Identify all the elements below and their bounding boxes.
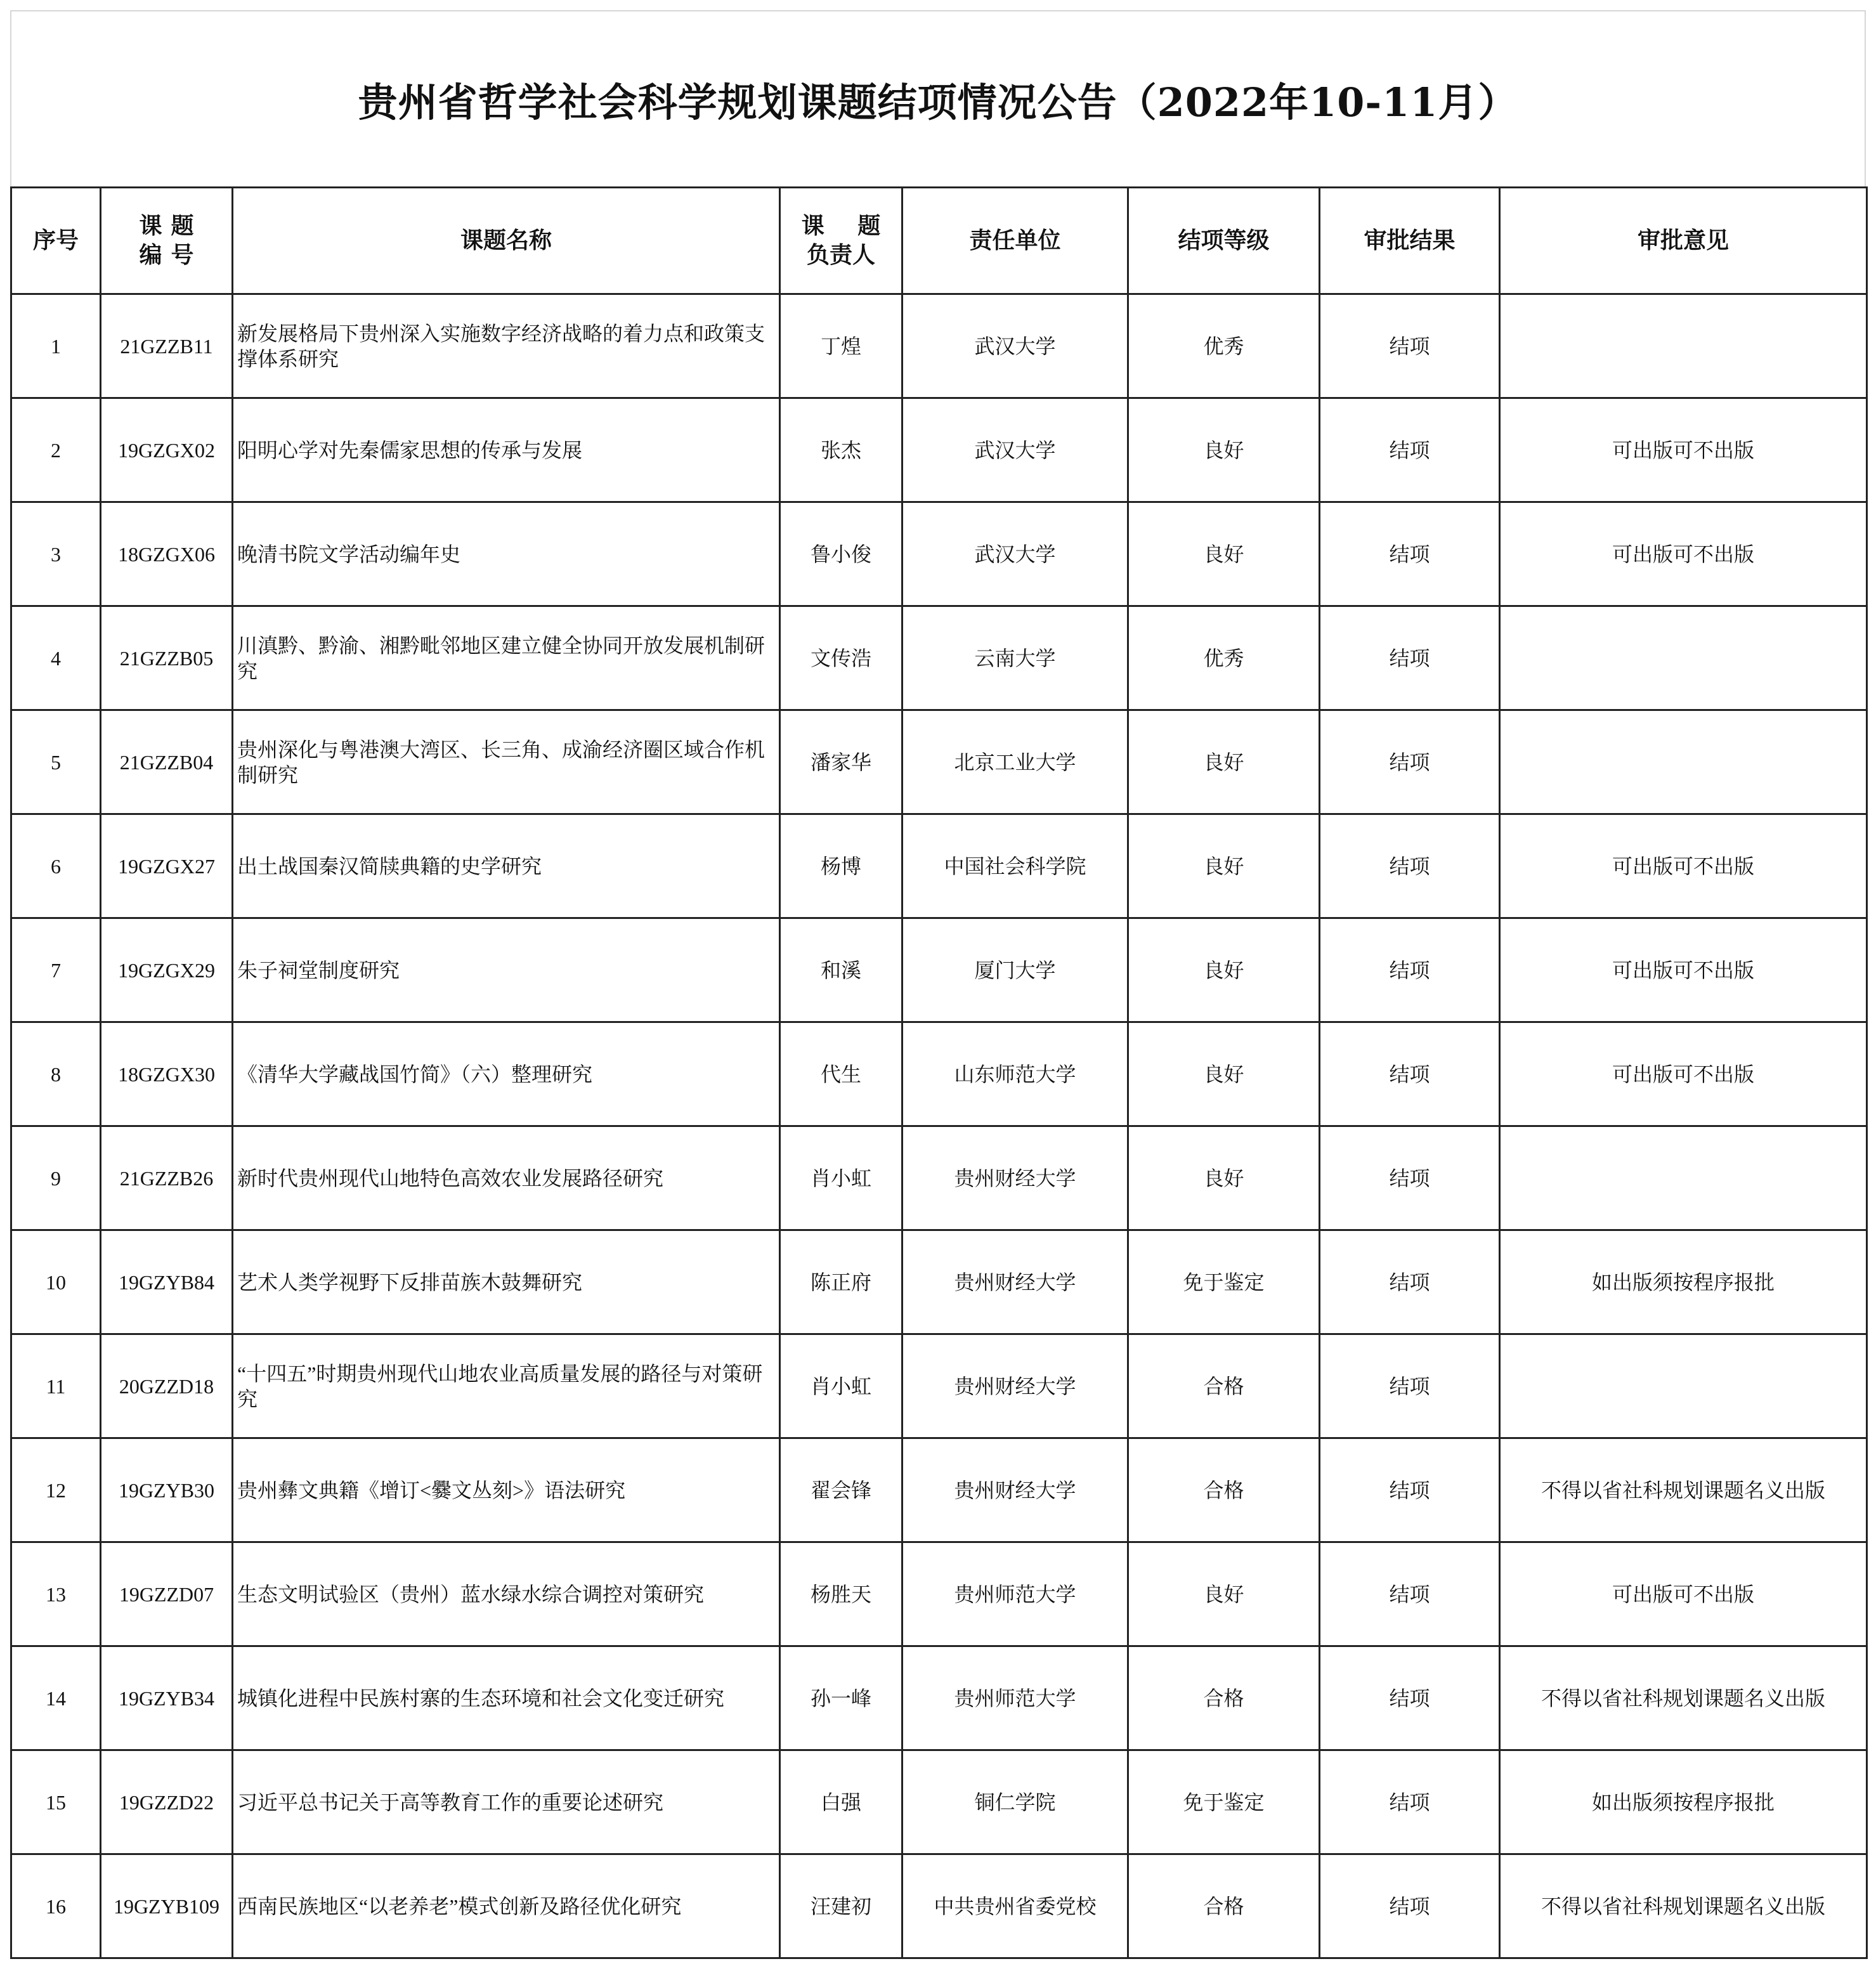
page-title: 贵州省哲学社会科学规划课题结项情况公告（2022年10-11月） [358, 79, 1518, 126]
cell-result: 结项 [1320, 710, 1500, 814]
cell-grade: 合格 [1128, 1438, 1320, 1542]
cell-result: 结项 [1320, 606, 1500, 710]
table-header-row [11, 188, 1867, 294]
cell-seq: 16 [11, 1854, 101, 1958]
cell-unit: 武汉大学 [902, 502, 1128, 606]
cell-leader: 汪建初 [780, 1854, 902, 1958]
cell-title: 新时代贵州现代山地特色高效农业发展路径研究 [233, 1126, 780, 1230]
cell-unit: 贵州财经大学 [902, 1334, 1128, 1438]
cell-grade: 合格 [1128, 1646, 1320, 1750]
cell-code: 19GZYB84 [101, 1230, 233, 1334]
cell-code: 18GZGX06 [101, 502, 233, 606]
cell-seq: 14 [11, 1646, 101, 1750]
cell-code: 21GZZB05 [101, 606, 233, 710]
cell-seq: 6 [11, 814, 101, 918]
cell-opinion: 可出版可不出版 [1500, 814, 1867, 918]
cell-grade: 免于鉴定 [1128, 1750, 1320, 1854]
cell-leader: 陈正府 [780, 1230, 902, 1334]
cell-seq: 1 [11, 294, 101, 398]
cell-code: 20GZZD18 [101, 1334, 233, 1438]
cell-code: 19GZYB109 [101, 1854, 233, 1958]
header-grade-label: 结项等级 [1178, 227, 1270, 254]
table-row [11, 1438, 1867, 1542]
cell-opinion: 可出版可不出版 [1500, 918, 1867, 1022]
header-leader-line-2: 负责人 [806, 242, 875, 268]
cell-result: 结项 [1320, 398, 1500, 502]
header-seq-label: 序号 [32, 227, 79, 254]
header-code-line-2: 编号 [139, 242, 203, 268]
cell-leader: 肖小虹 [780, 1126, 902, 1230]
cell-title: 出土战国秦汉简牍典籍的史学研究 [233, 814, 780, 918]
cell-code: 19GZYB30 [101, 1438, 233, 1542]
cell-grade: 合格 [1128, 1854, 1320, 1958]
cell-grade: 良好 [1128, 918, 1320, 1022]
cell-leader: 潘家华 [780, 710, 902, 814]
cell-code: 19GZGX29 [101, 918, 233, 1022]
cell-code: 21GZZB11 [101, 294, 233, 398]
cell-unit: 贵州师范大学 [902, 1542, 1128, 1646]
cell-title: 川滇黔、黔渝、湘黔毗邻地区建立健全协同开放发展机制研究 [233, 606, 780, 710]
header-name-label: 课题名称 [460, 227, 552, 254]
header-result [1320, 188, 1500, 294]
cell-leader: 孙一峰 [780, 1646, 902, 1750]
cell-seq: 5 [11, 710, 101, 814]
cell-opinion: 可出版可不出版 [1500, 1542, 1867, 1646]
table-row [11, 710, 1867, 814]
cell-seq: 15 [11, 1750, 101, 1854]
cell-unit: 贵州财经大学 [902, 1230, 1128, 1334]
cell-result: 结项 [1320, 1542, 1500, 1646]
cell-result: 结项 [1320, 1126, 1500, 1230]
cell-opinion [1500, 606, 1867, 710]
cell-title: 贵州深化与粤港澳大湾区、长三角、成渝经济圈区域合作机制研究 [233, 710, 780, 814]
cell-code: 21GZZB26 [101, 1126, 233, 1230]
cell-grade: 优秀 [1128, 606, 1320, 710]
cell-unit: 贵州师范大学 [902, 1646, 1128, 1750]
table-row [11, 502, 1867, 606]
table-row [11, 398, 1867, 502]
table-row [11, 606, 1867, 710]
cell-title: 《清华大学藏战国竹简》（六）整理研究 [233, 1022, 780, 1126]
table-row [11, 1646, 1867, 1750]
cell-title: 阳明心学对先秦儒家思想的传承与发展 [233, 398, 780, 502]
header-code [101, 188, 233, 294]
table-row [11, 1126, 1867, 1230]
cell-opinion [1500, 710, 1867, 814]
cell-seq: 3 [11, 502, 101, 606]
cell-seq: 4 [11, 606, 101, 710]
cell-code: 19GZGX02 [101, 398, 233, 502]
cell-title: 西南民族地区“以老养老”模式创新及路径优化研究 [233, 1854, 780, 1958]
cell-code: 21GZZB04 [101, 710, 233, 814]
table-row [11, 814, 1867, 918]
cell-title: 贵州彝文典籍《增订<爨文丛刻>》语法研究 [233, 1438, 780, 1542]
cell-code: 19GZZD22 [101, 1750, 233, 1854]
header-grade [1128, 188, 1320, 294]
cell-leader: 肖小虹 [780, 1334, 902, 1438]
cell-code: 18GZGX30 [101, 1022, 233, 1126]
cell-unit: 山东师范大学 [902, 1022, 1128, 1126]
cell-leader: 丁煌 [780, 294, 902, 398]
cell-leader: 鲁小俊 [780, 502, 902, 606]
cell-leader: 翟会锋 [780, 1438, 902, 1542]
cell-unit: 贵州财经大学 [902, 1126, 1128, 1230]
cell-opinion: 可出版可不出版 [1500, 398, 1867, 502]
header-code-line-1: 课题 [139, 212, 203, 239]
cell-opinion: 如出版须按程序报批 [1500, 1230, 1867, 1334]
cell-code: 19GZGX27 [101, 814, 233, 918]
header-opinion-label: 审批意见 [1637, 227, 1729, 254]
table-row [11, 1854, 1867, 1958]
cell-unit: 贵州财经大学 [902, 1438, 1128, 1542]
cell-grade: 良好 [1128, 502, 1320, 606]
cell-leader: 杨博 [780, 814, 902, 918]
header-unit [902, 188, 1128, 294]
cell-opinion [1500, 1334, 1867, 1438]
cell-title: 艺术人类学视野下反排苗族木鼓舞研究 [233, 1230, 780, 1334]
cell-grade: 良好 [1128, 814, 1320, 918]
cell-opinion: 不得以省社科规划课题名义出版 [1500, 1854, 1867, 1958]
cell-grade: 良好 [1128, 1542, 1320, 1646]
cell-result: 结项 [1320, 1334, 1500, 1438]
cell-unit: 武汉大学 [902, 398, 1128, 502]
cell-result: 结项 [1320, 1230, 1500, 1334]
cell-unit: 云南大学 [902, 606, 1128, 710]
cell-opinion: 可出版可不出版 [1500, 1022, 1867, 1126]
cell-leader: 张杰 [780, 398, 902, 502]
table-row [11, 294, 1867, 398]
cell-leader: 和溪 [780, 918, 902, 1022]
cell-unit: 铜仁学院 [902, 1750, 1128, 1854]
cell-opinion: 可出版可不出版 [1500, 502, 1867, 606]
cell-leader: 白强 [780, 1750, 902, 1854]
cell-grade: 良好 [1128, 398, 1320, 502]
cell-opinion: 不得以省社科规划课题名义出版 [1500, 1646, 1867, 1750]
cell-grade: 良好 [1128, 1022, 1320, 1126]
table-row [11, 918, 1867, 1022]
cell-title: 习近平总书记关于高等教育工作的重要论述研究 [233, 1750, 780, 1854]
table-row [11, 1022, 1867, 1126]
table-row [11, 1334, 1867, 1438]
cell-unit: 厦门大学 [902, 918, 1128, 1022]
cell-opinion: 如出版须按程序报批 [1500, 1750, 1867, 1854]
cell-opinion [1500, 1126, 1867, 1230]
cell-result: 结项 [1320, 502, 1500, 606]
cell-title: 生态文明试验区（贵州）蓝水绿水综合调控对策研究 [233, 1542, 780, 1646]
header-leader [780, 188, 902, 294]
cell-grade: 良好 [1128, 710, 1320, 814]
cell-unit: 武汉大学 [902, 294, 1128, 398]
cell-seq: 11 [11, 1334, 101, 1438]
cell-result: 结项 [1320, 1750, 1500, 1854]
cell-seq: 13 [11, 1542, 101, 1646]
cell-seq: 7 [11, 918, 101, 1022]
table-body [11, 294, 1867, 1958]
results-table [10, 186, 1868, 1959]
cell-seq: 2 [11, 398, 101, 502]
cell-title: 城镇化进程中民族村寨的生态环境和社会文化变迁研究 [233, 1646, 780, 1750]
header-seq [11, 188, 101, 294]
cell-unit: 北京工业大学 [902, 710, 1128, 814]
table-row [11, 1542, 1867, 1646]
header-result-label: 审批结果 [1364, 227, 1456, 254]
cell-leader: 文传浩 [780, 606, 902, 710]
cell-seq: 9 [11, 1126, 101, 1230]
cell-result: 结项 [1320, 814, 1500, 918]
cell-grade: 合格 [1128, 1334, 1320, 1438]
cell-opinion [1500, 294, 1867, 398]
cell-unit: 中国社会科学院 [902, 814, 1128, 918]
cell-seq: 10 [11, 1230, 101, 1334]
table-row [11, 1230, 1867, 1334]
cell-result: 结项 [1320, 1646, 1500, 1750]
cell-seq: 12 [11, 1438, 101, 1542]
cell-grade: 免于鉴定 [1128, 1230, 1320, 1334]
cell-title: 晚清书院文学活动编年史 [233, 502, 780, 606]
cell-leader: 代生 [780, 1022, 902, 1126]
cell-seq: 8 [11, 1022, 101, 1126]
header-opinion [1500, 188, 1867, 294]
cell-result: 结项 [1320, 1854, 1500, 1958]
cell-title: “十四五”时期贵州现代山地农业高质量发展的路径与对策研究 [233, 1334, 780, 1438]
cell-result: 结项 [1320, 294, 1500, 398]
header-name [233, 188, 780, 294]
cell-code: 19GZZD07 [101, 1542, 233, 1646]
table-row [11, 1750, 1867, 1854]
cell-grade: 优秀 [1128, 294, 1320, 398]
cell-result: 结项 [1320, 1438, 1500, 1542]
cell-code: 19GZYB34 [101, 1646, 233, 1750]
cell-opinion: 不得以省社科规划课题名义出版 [1500, 1438, 1867, 1542]
title-box [10, 10, 1866, 186]
cell-grade: 良好 [1128, 1126, 1320, 1230]
cell-result: 结项 [1320, 918, 1500, 1022]
header-unit-label: 责任单位 [969, 227, 1061, 254]
cell-result: 结项 [1320, 1022, 1500, 1126]
cell-title: 新发展格局下贵州深入实施数字经济战略的着力点和政策支撑体系研究 [233, 294, 780, 398]
header-leader-line-1: 课 题 [801, 212, 894, 239]
cell-title: 朱子祠堂制度研究 [233, 918, 780, 1022]
cell-leader: 杨胜天 [780, 1542, 902, 1646]
cell-unit: 中共贵州省委党校 [902, 1854, 1128, 1958]
